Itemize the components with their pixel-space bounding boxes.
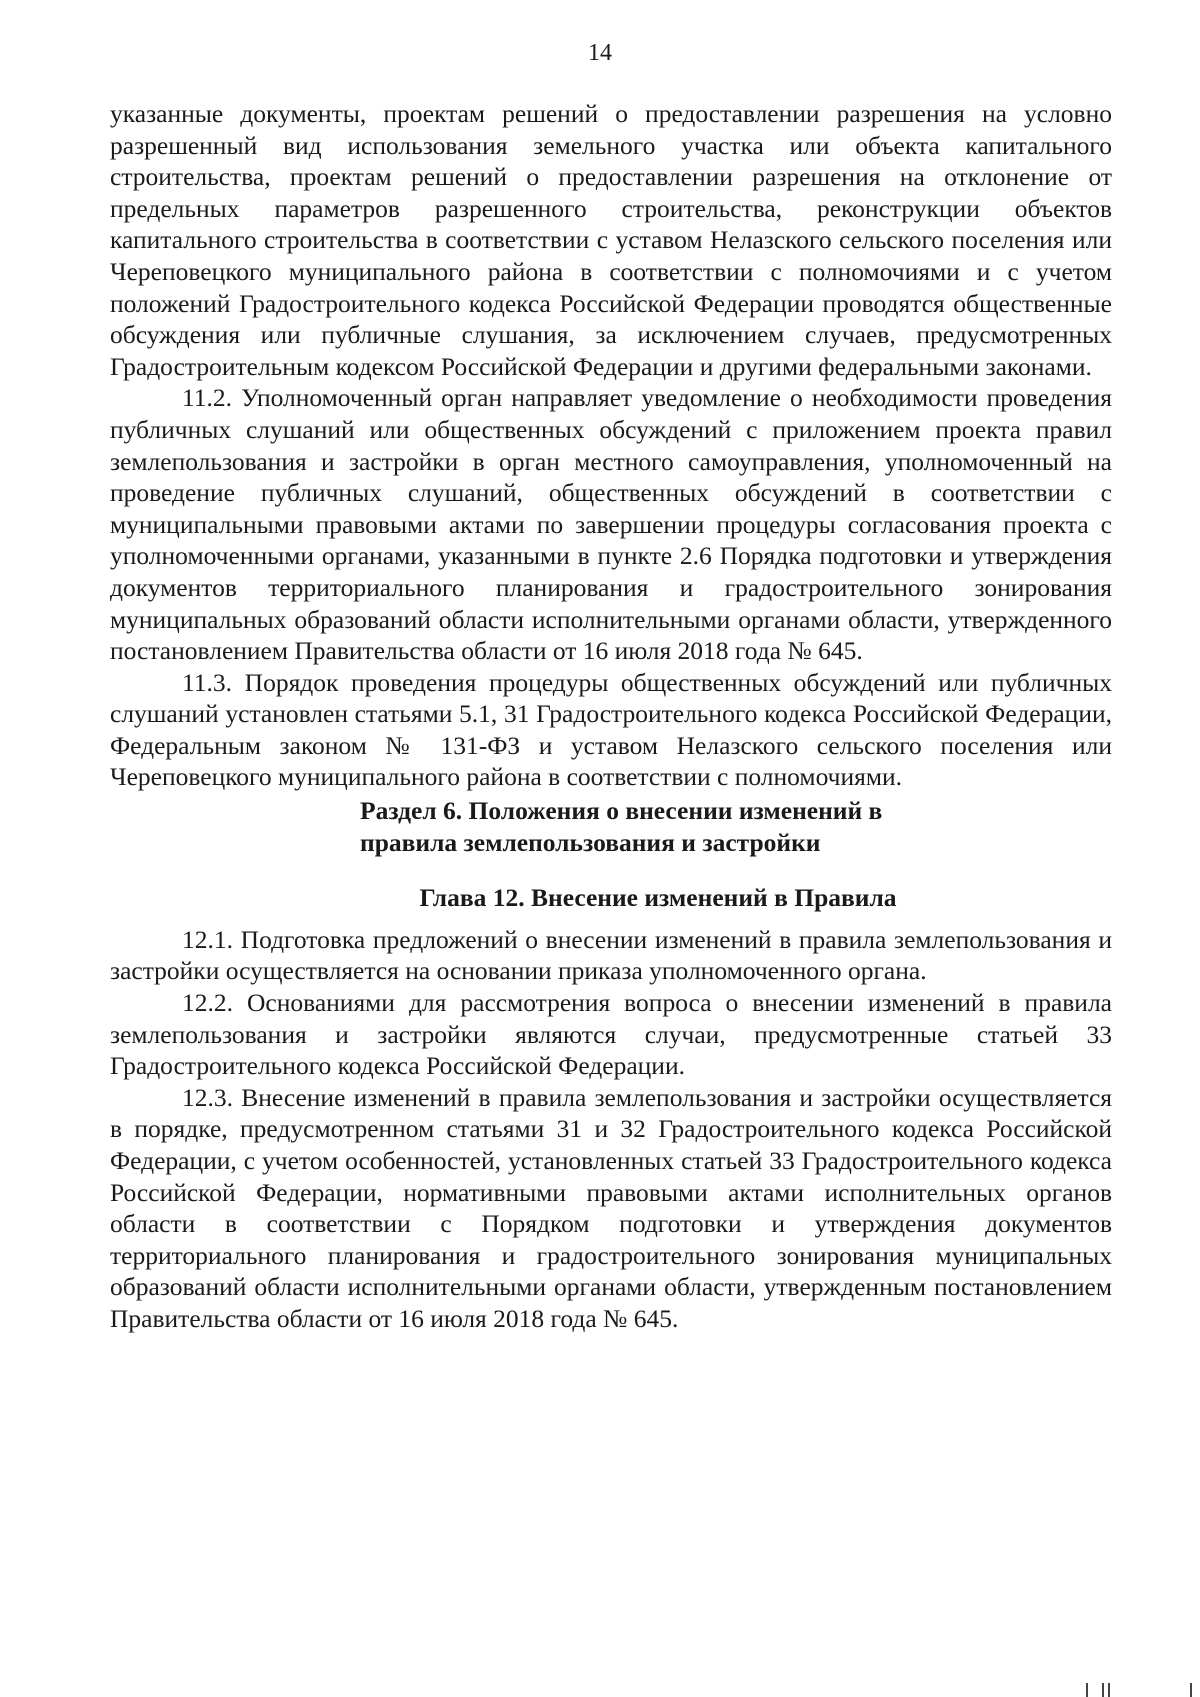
- paragraph-12-3: 12.3. Внесение изменений в правила землепользования и застройки осуществляется в порядке, предусмотренном статьями 31 и 32 Градостроительного кодекса Российской Федерации, с учетом особенностей, установленных статьей 33 Градостроительного кодекса Российской Федерации, нормативными правовыми актами исполнительных органов области в соответствии с Порядком подготовки и утверждения документов территориального планирования и градостроительного зонирования муниципальных образований области исполнительными органами области, утвержденным постановлением Правительства области от 16 июля 2018 года № 645.: [110, 1082, 1112, 1333]
- section-title: [110, 795, 1112, 858]
- scan-mark: [1108, 1683, 1110, 1697]
- scan-mark: [1190, 1683, 1192, 1697]
- page-number: 14: [588, 40, 612, 66]
- paragraph-12-2: 12.2. Основаниями для рассмотрения вопроса о внесении изменений в правила землепользования и застройки являются случаи, предусмотренные статьей 33 Градостроительного кодекса Российской Федерации.: [110, 988, 1112, 1081]
- paragraph-continuation: указанные документы, проектам решений о предоставлении разрешения на условно разрешенный вид использования земельного участка или объекта капитального строительства, проектам решений о предоставлении разрешения на отклонение от предельных параметров разрешенного строительства, реконструкции объектов капитального строительства в соответствии с уставом Нелазского сельского поселения или Череповецкого муниципального района в соответствии с полномочиями и с учетом положений Градостроительного кодекса Российской Федерации проводятся общественные обсуждения или публичные слушания, за исключением случаев, предусмотренных Градостроительным кодексом Российской Федерации и другими федеральными законами.: [110, 99, 1112, 381]
- chapter-title: Глава 12. Внесение изменений в Правила: [419, 883, 897, 913]
- scan-edge-marks: [1000, 1677, 1200, 1697]
- document-body: [110, 98, 1112, 1335]
- section-title-line-1: Раздел 6. Положения о внесении изменений в: [360, 796, 883, 826]
- paragraph-12-1: 12.1. Подготовка предложений о внесении изменений в правила землепользования и застройки осуществляется на основании приказа уполномоченного органа.: [110, 924, 1112, 986]
- paragraph-11-3: 11.3. Порядок проведения процедуры общественных обсуждений или публичных слушаний установлен статьями 5.1, 31 Градостроительного кодекса Российской Федерации, Федеральным законом № 131-ФЗ и уставом Нелазского сельского поселения или Череповецкого муниципального района в соответствии с полномочиями.: [110, 667, 1112, 792]
- section-title-line-2: правила землепользования и застройки: [360, 827, 821, 857]
- scan-mark: [1086, 1683, 1088, 1697]
- scan-mark: [1102, 1683, 1104, 1697]
- paragraph-11-2: 11.2. Уполномоченный орган направляет уведомление о необходимости проведения публичных слушаний или общественных обсуждений с приложением проекта правил землепользования и застройки в орган местного самоуправления, уполномоченный на проведение публичных слушаний, общественных обсуждений в соответствии с муниципальными правовыми актами по завершении процедуры согласования проекта с уполномоченными органами, указанными в пункте 2.6 Порядка подготовки и утверждения документов территориального планирования и градостроительного зонирования муниципальных образований области исполнительными органами области, утвержденного постановлением Правительства области от 16 июля 2018 года № 645.: [110, 383, 1112, 666]
